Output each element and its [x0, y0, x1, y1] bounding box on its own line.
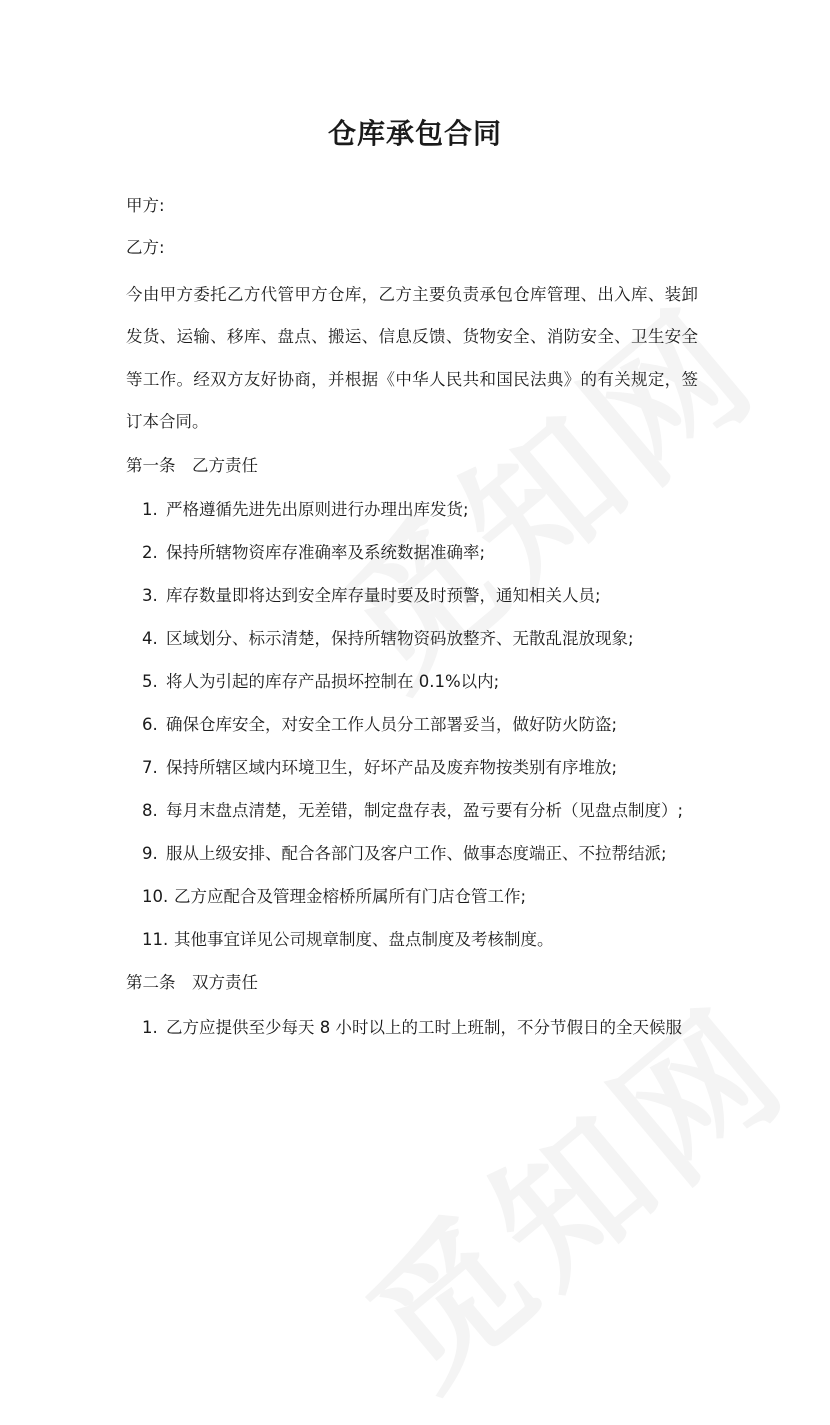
party-a-label: 甲方: [126, 196, 165, 215]
list-item: 5. 将人为引起的库存产品损坏控制在 0.1%以内; [142, 672, 500, 691]
list-item: 9. 服从上级安排、配合各部门及客户工作、做事态度端正、不拉帮结派; [142, 844, 667, 863]
list-item: 7. 保持所辖区域内环境卫生，好坏产品及废弃物按类别有序堆放; [142, 758, 618, 777]
list-item: 10. 乙方应配合及管理金榕桥所属所有门店仓管工作; [142, 887, 527, 906]
list-item: 8. 每月末盘点清楚，无差错，制定盘存表，盈亏要有分析（见盘点制度）; [142, 801, 684, 820]
article-2-heading: 第二条 双方责任 [126, 973, 258, 992]
list-item: 1. 乙方应提供至少每天 8 小时以上的工时上班制，不分节假日的全天候服 [142, 1018, 682, 1037]
list-item: 1. 严格遵循先进先出原则进行办理出库发货; [142, 500, 469, 519]
page-title: 仓库承包合同 [327, 117, 502, 150]
list-item: 4. 区域划分、标示清楚，保持所辖物资码放整齐、无散乱混放现象; [142, 629, 634, 648]
list-item: 3. 库存数量即将达到安全库存量时要及时预警，通知相关人员; [142, 586, 601, 605]
party-b-label: 乙方: [126, 238, 165, 257]
list-item: 2. 保持所辖物资库存准确率及系统数据准确率; [142, 543, 486, 562]
article-1-heading: 第一条 乙方责任 [126, 456, 258, 475]
intro-paragraph: 今由甲方委托乙方代管甲方仓库，乙方主要负责承包仓库管理、出入库、装卸发货、运输、移库、盘点、搬运、信息反馈、货物安全、消防安全、卫生安全等工作。经双方友好协商，并根据《中华人民共和国民法典》的有关规定，签订本合同。 [126, 285, 698, 431]
list-item: 6. 确保仓库安全，对安全工作人员分工部署妥当，做好防火防盗; [142, 715, 618, 734]
list-item: 11. 其他事宜详见公司规章制度、盘点制度及考核制度。 [142, 930, 554, 949]
